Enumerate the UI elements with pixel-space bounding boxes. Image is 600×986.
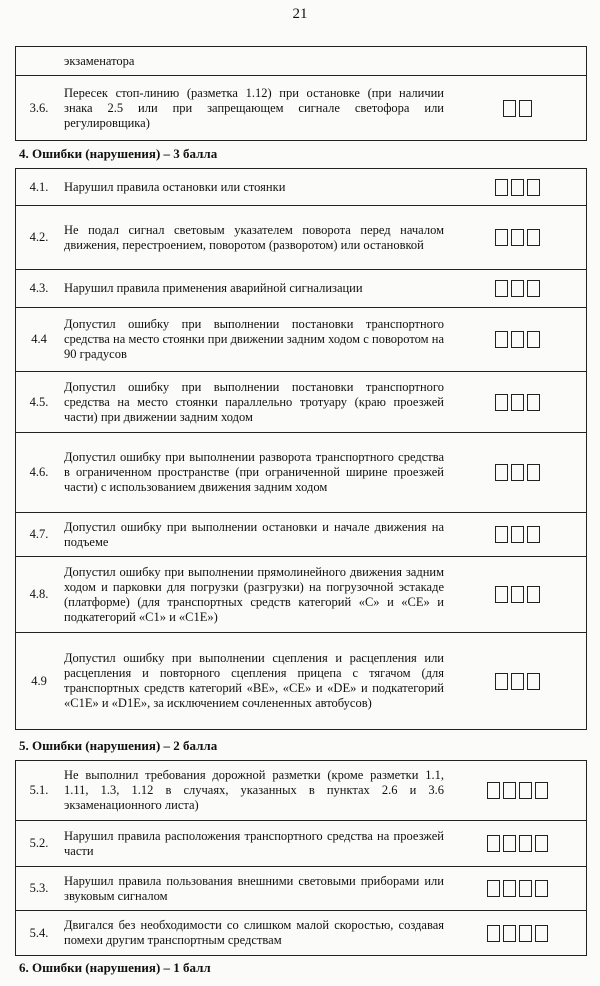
checkbox-group — [448, 867, 586, 910]
mark-box[interactable] — [487, 782, 500, 799]
row-number: 4.3. — [29, 281, 49, 295]
mark-box[interactable] — [519, 100, 532, 117]
table-row — [15, 557, 587, 633]
section-heading: 5. Ошибки (нарушения) – 2 балла — [19, 738, 218, 753]
table-row — [15, 633, 587, 730]
table-section-4 — [15, 168, 587, 730]
page-number: 21 — [292, 6, 308, 22]
checkbox-group — [448, 557, 586, 632]
mark-box[interactable] — [519, 782, 532, 799]
checkbox-group — [448, 308, 586, 371]
table-row — [15, 76, 587, 141]
mark-box[interactable] — [511, 179, 524, 196]
mark-box[interactable] — [519, 835, 532, 852]
mark-box[interactable] — [503, 880, 516, 897]
checkbox-group — [448, 761, 586, 820]
checkbox-group — [448, 911, 586, 955]
table-row — [15, 433, 587, 513]
table-row — [15, 169, 587, 206]
table-row — [15, 821, 587, 867]
row-number: 4.4 — [31, 332, 47, 346]
table-row — [15, 513, 587, 557]
mark-box[interactable] — [495, 280, 508, 297]
mark-box[interactable] — [503, 925, 516, 942]
row-text: экзаменатора — [64, 53, 135, 68]
mark-box[interactable] — [503, 835, 516, 852]
checkbox-group — [448, 76, 586, 140]
mark-box[interactable] — [527, 179, 540, 196]
mark-box[interactable] — [535, 835, 548, 852]
mark-box[interactable] — [487, 835, 500, 852]
row-text: Допустил ошибку при выполнении разворота транспортного средства в ограниченном пространстве (при ограниченной ширине проезжей части) с использованием движения задним ходом — [64, 450, 444, 494]
mark-box[interactable] — [503, 100, 516, 117]
mark-box[interactable] — [511, 394, 524, 411]
row-number: 4.8. — [29, 587, 49, 601]
section-heading: 6. Ошибки (нарушения) – 1 балл — [19, 960, 211, 975]
row-number — [16, 47, 62, 75]
mark-box[interactable] — [527, 586, 540, 603]
row-text: Нарушил правила расположения транспортного средства на проезжей части — [64, 828, 444, 858]
checkbox-group — [448, 433, 586, 512]
row-text: Допустил ошибку при выполнении постановки транспортного средства на место стоянки при движении задним ходом с поворотом на 90 градусов — [64, 317, 444, 361]
mark-box[interactable] — [527, 280, 540, 297]
row-number: 5.4. — [29, 925, 49, 940]
row-number: 3.6. — [29, 100, 49, 115]
table-row — [15, 308, 587, 372]
mark-box[interactable] — [495, 229, 508, 246]
mark-box[interactable] — [511, 280, 524, 297]
mark-box[interactable] — [527, 464, 540, 481]
mark-box[interactable] — [495, 673, 508, 690]
checkbox-group — [448, 372, 586, 432]
table-row — [15, 761, 587, 821]
row-text: Нарушил правила пользования внешними световыми приборами или звуковым сигналом — [64, 873, 444, 903]
mark-box[interactable] — [487, 880, 500, 897]
row-text: Пересек стоп-линию (разметка 1.12) при остановке (при наличии знака 2.5 или при запрещающем сигнале светофора или регулировщика) — [64, 85, 444, 130]
checkbox-group — [448, 633, 586, 729]
mark-box[interactable] — [527, 229, 540, 246]
table-row — [15, 47, 587, 76]
mark-box[interactable] — [495, 394, 508, 411]
checkbox-group — [448, 821, 586, 866]
row-text: Двигался без необходимости со слишком малой скоростью, создавая помехи другим транспортным средствам — [64, 918, 444, 947]
row-text: Допустил ошибку при выполнении прямолинейного движения задним ходом и парковки для погрузки (разгрузки) на погрузочной эстакаде (платформе) (для транспортных средств категорий «С» и «СЕ» и подкатегорий «С1» и «С1Е») — [64, 564, 444, 624]
mark-box[interactable] — [527, 394, 540, 411]
checkbox-group — [448, 206, 586, 269]
mark-box[interactable] — [527, 331, 540, 348]
mark-box[interactable] — [519, 925, 532, 942]
mark-box[interactable] — [519, 880, 532, 897]
row-number: 5.2. — [29, 836, 49, 850]
mark-box[interactable] — [535, 782, 548, 799]
mark-box[interactable] — [511, 229, 524, 246]
row-text: Нарушил правила остановки или стоянки — [64, 179, 286, 194]
mark-box[interactable] — [511, 331, 524, 348]
row-number: 4.1. — [29, 179, 49, 194]
row-number: 4.9 — [31, 673, 47, 688]
table-row — [15, 911, 587, 956]
row-number: 5.1. — [29, 783, 49, 797]
row-text: Допустил ошибку при выполнении постановки транспортного средства на место стоянки параллельно тротуару (краю проезжей части) при движении задним ходом — [64, 379, 444, 424]
mark-box[interactable] — [527, 526, 540, 543]
mark-box[interactable] — [495, 179, 508, 196]
checkbox-group — [448, 270, 586, 307]
section-heading: 4. Ошибки (нарушения) – 3 балла — [19, 146, 218, 161]
row-number: 5.3. — [29, 881, 49, 895]
table-row — [15, 372, 587, 433]
row-number: 4.5. — [29, 394, 49, 409]
mark-box[interactable] — [487, 925, 500, 942]
mark-box[interactable] — [535, 925, 548, 942]
checkbox-group — [448, 169, 586, 205]
mark-box[interactable] — [495, 526, 508, 543]
row-text: Нарушил правила применения аварийной сигнализации — [64, 281, 363, 295]
table-section-5 — [15, 760, 587, 956]
row-text: Не подал сигнал световым указателем поворота перед началом движения, перестроением, поворотом (разворотом) или остановкой — [64, 222, 444, 252]
mark-box[interactable] — [527, 673, 540, 690]
table-row — [15, 867, 587, 911]
row-text: Не выполнил требования дорожной разметки (кроме разметки 1.1, 1.11, 1.3, 1.12 в случаях, указанных в пунктах 2.6 и 3.6 экзаменационного листа) — [64, 768, 444, 812]
table-section-3 — [15, 46, 587, 141]
row-text: Допустил ошибку при выполнении остановки и начале движения на подъеме — [64, 519, 444, 549]
row-number: 4.7. — [29, 527, 49, 541]
checkbox-group — [448, 47, 586, 75]
mark-box[interactable] — [511, 673, 524, 690]
mark-box[interactable] — [511, 526, 524, 543]
checkbox-group — [448, 513, 586, 556]
mark-box[interactable] — [503, 782, 516, 799]
row-text: Допустил ошибку при выполнении сцепления и расцепления или расцепления и повторного сцепления прицепа с тягачом (для транспортных средств категорий «ВЕ», «СЕ» и «DE» и подкатегорий «С1Е» и «D1E», за исключением сочлененных автобусов) — [64, 651, 444, 710]
mark-box[interactable] — [495, 586, 508, 603]
mark-box[interactable] — [511, 586, 524, 603]
table-row — [15, 206, 587, 270]
mark-box[interactable] — [535, 880, 548, 897]
mark-box[interactable] — [495, 331, 508, 348]
mark-box[interactable] — [495, 464, 508, 481]
row-number: 4.6. — [29, 465, 49, 479]
row-number: 4.2. — [29, 230, 49, 244]
mark-box[interactable] — [511, 464, 524, 481]
table-row — [15, 270, 587, 308]
